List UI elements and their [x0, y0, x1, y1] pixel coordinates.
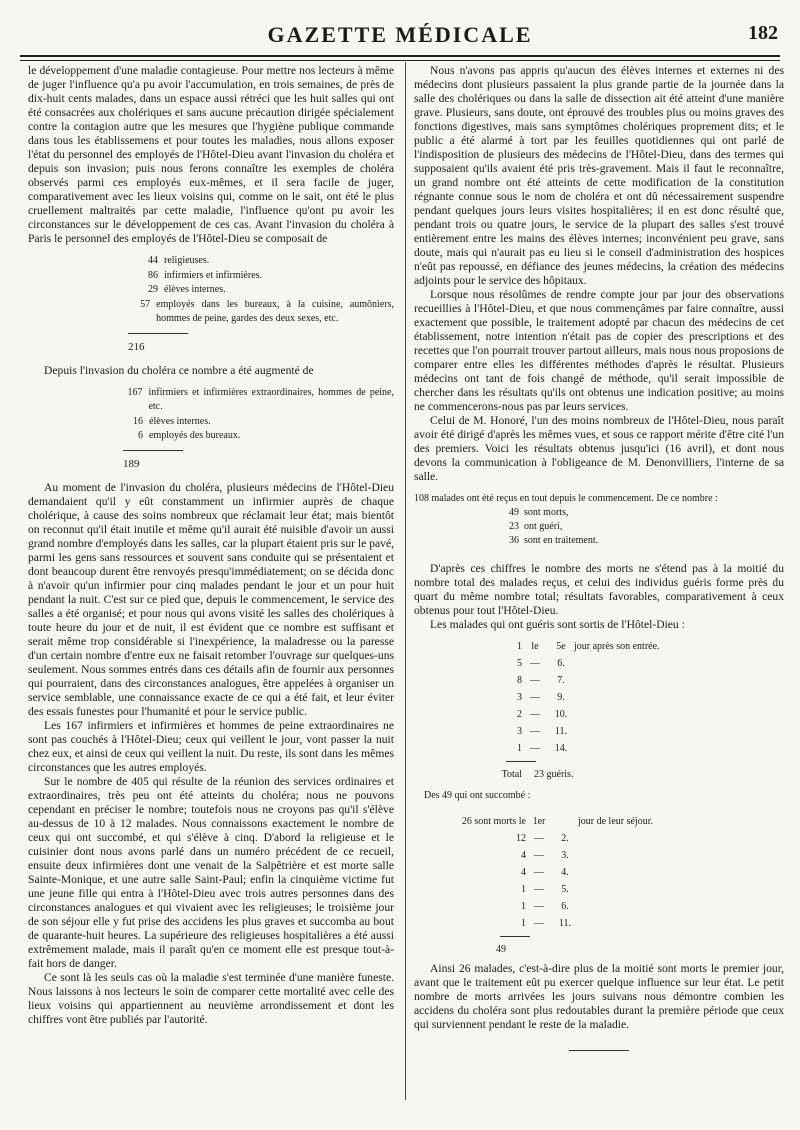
table-row: 26 sont morts le 1er jour de leur séjour.: [461, 816, 653, 827]
table-row: 3 — 11.: [517, 726, 568, 737]
total-rule: [123, 450, 183, 451]
summary-row: 23 ont guéri,: [509, 521, 563, 532]
paragraph: Les malades qui ont guéris sont sortis de l'Hôtel-Dieu :: [430, 618, 685, 631]
staff-added-list: [123, 386, 394, 444]
list-item: 57 employés dans les bureaux, à la cuisine, aumôniers, hommes de peine, gardes des deux sexes, etc.: [140, 298, 394, 324]
deaths-total-row: 49: [496, 944, 506, 955]
admissions-summary: [414, 492, 784, 548]
journal-title: GAZETTE MÉDICALE: [267, 22, 533, 47]
table-row: 1 — 11.: [521, 918, 572, 929]
paragraph: Ce sont là les seuls cas où la maladie s'est terminée d'une manière funeste. Nous laissons à nos lecteurs le soin de comparer cette mortalité avec celle des lieux voisins qui appartiennent au neuvième arrondissement et dont les chiffres vont être publiés par l'autorité.: [28, 970, 394, 1026]
table-row: 8 — 7.: [517, 675, 565, 686]
list-item: 167 infirmiers et infirmières extraordinaires, hommes de peine, etc.: [127, 386, 394, 412]
staff-added-total: 189: [123, 450, 394, 471]
table-row: 12 — 2.: [516, 833, 569, 844]
list-item: 29 élèves internes.: [148, 284, 226, 295]
table-row: 1 — 14.: [517, 743, 568, 754]
table-row: 3 — 9.: [517, 692, 565, 703]
summary-intro: 108 malades ont été reçus en tout depuis le commencement. De ce nombre :: [414, 493, 718, 504]
paragraph: Au moment de l'invasion du choléra, plusieurs médecins de l'Hôtel-Dieu demandaient qu'il y eût constamment un infirmier auprès de chaque cholérique, à cause des soins nombreux que réclamait leur état; mais bientôt on reconnut qu'il était inutile et même qu'il aurait été nuisible d'avoir un aussi grand nombre d'employés dans les salles, car la plupart étaient pris sur le pavé, parmi les gens sans ressources et souvent sans conduite qui se présentaient et dont beaucoup durent être renvoyés presqu'immédiatement; on se décida donc à n'avoir qu'un infirmier pour cinq malades pendant le jour et un pour huit pendant la nuit. C'est sur ce pied que, depuis le commencement, le service des salles a été organisé; et pour nous qui avons visité les salles des cholériques à toute heure du jour et de nuit, il est évident que ce nombre est suffisant et serait même trop considérable si l'inexpérience, la maladresse ou la paresse d'un certain nombre d'entre eux ne faisait retomber l'ouvrage sur quelques-uns seulement. Nous sommes entrés dans ces détails afin de fournir aux personnes qui pourraient, dans des circonstances analogues, être appelées à organiser un service semblable, une connaissance exacte de ce qui a été fait, et leur éviter des essais funestes pour l'humanité et pour le service public.: [28, 480, 394, 718]
list-item: 6 employés des bureaux.: [138, 430, 241, 441]
paragraph: Des 49 qui ont succombé :: [424, 790, 531, 801]
page-number: 182: [748, 22, 778, 44]
end-rule: [569, 1050, 629, 1051]
paragraph: Nous n'avons pas appris qu'aucun des élèves internes et externes ni des médecins dont plusieurs passaient la plus grande partie de la journée dans la salle des cholériques ou dans la salle de dissection ait été atteint d'une manière grave. Plusieurs, sans doute, ont éprouvé des troubles plus ou moins graves des fonctions digestives, mais sans symptômes cholériques proprement dits; et le public a été alarmé à tort par les feuilles quotidiennes qui ont parlé de l'indisposition de plusieurs des médecins de l'Hôtel-Dieu, dans des termes qui supposaient qu'ils avaient été pris très-gravement. Mais il faut le reconnaître, un grand nombre ont été atteints de cette modification de la constitution régnante connue sous le nom de choléra et ont dû nécessairement suspendre pendant quelques jours leurs visites hospitalières; il en est donc résulté que, pendant trois ou quatre jours, le service de la plupart des salles s'est trouvé entièrement entre les mains des élèves internes; inconvénient peu grave, sans doute, mais qui n'aurait pas eu lieu si le conseil d'administration des hospices n'eût pas repoussé, en défiance des jeunes médecins, la création des médecins adjoints pour le service des hôpitaux.: [414, 64, 784, 287]
staff-before-total: 216: [128, 333, 394, 354]
table-row: 2 — 10.: [517, 709, 568, 720]
paragraph: Depuis l'invasion du choléra ce nombre a été augmenté de: [44, 363, 314, 377]
left-column: [28, 64, 394, 1027]
paragraph: Celui de M. Honoré, l'un des moins nombreux de l'Hôtel-Dieu, nous paraît avoir été dirigé d'après les mêmes vues, et sous ce rapport mérite d'être cité l'un des premiers. Voici les résultats obtenus jusqu'ici (16 avril), et dont nous devons la communication à l'obligeance de M. Denonvilliers, l'interne de sa salle.: [414, 414, 784, 483]
table-row: 5 — 6.: [517, 658, 565, 669]
total-rule: [506, 761, 536, 762]
right-column: [414, 64, 784, 1051]
table-row: 1 — 5.: [521, 884, 569, 895]
table-row: 4 — 3.: [521, 850, 569, 861]
page-header: [20, 18, 780, 56]
column-divider: [405, 62, 406, 1100]
paragraph: Les 167 infirmiers et infirmières et hommes de peine extraordinaires ne sont pas couchés à l'Hôtel-Dieu; ceux qui veillent le jour, vont passer la nuit chez eux, et ainsi de ceux qui veillent la nuit. Du reste, ils sont dans les mêmes circonstances que les autres employés.: [28, 718, 394, 774]
header-rule: [20, 55, 780, 61]
paragraph: le développement d'une maladie contagieuse. Pour mettre nos lecteurs à même de juger l'influence qu'a pu avoir l'accumulation, en trois semaines, de près de dix-huit cents malades, dans un espace aussi rétréci que les huit salles qui ont été consacrées aux cholériques et sans aucune précaution dirigée spécialement contre la contagion autre que les mesures que l'hygiène publique commande dans tous les établissemens et pour toutes les maladies, nous allons exposer l'état du personnel des employés de l'Hôtel-Dieu avant l'invasion du choléra et depuis son invasion; puis nous ferons connaître les exemples de choléra observés parmi ces employés eux-mêmes, et il sera facile de juger, comparativement avec les lieux voisins qui, comme on le sait, ont été le plus cruellement maltraités par cette maladie, l'influence qu'ont pu avoir les circonstances sur le développement de ces cas. Avant l'invasion du choléra à Paris le personnel des employés de l'Hôtel-Dieu se composait de: [28, 64, 394, 245]
summary-row: 36 sont en traitement.: [509, 535, 599, 546]
paragraph: D'après ces chiffres le nombre des morts ne s'étend pas à la moitié du nombre total des malades reçus, et celui des individus guéris forme près du quart du même nombre total; résultats favorables, comparativement à ceux obtenus pour tout l'Hôtel-Dieu.: [414, 562, 784, 617]
paragraph: Lorsque nous résolûmes de rendre compte jour par jour des observations recueillies à l'Hôtel-Dieu, et que nous commençâmes par faire connaître, aussi exactement que possible, le traitement adopté par chacun des médecins de cet établissement, notre intention n'était pas de copier des prescriptions et des recettes que l'on pourrait trouver partout ailleurs, mais nous nous proposions de comparer entre elles les différentes méthodes d'après le résultat. Plusieurs médecins ont tant de fois changé de méthode, qu'il serait impossible de chercher dans les résultats qu'ils ont obtenus une indication positive; au moins ne commencerons-nous pas par leurs services.: [414, 288, 784, 413]
summary-row: 49 sont morts,: [509, 507, 569, 518]
table-row: 4 — 4.: [521, 867, 569, 878]
total-rule: [128, 333, 188, 334]
paragraph: Ainsi 26 malades, c'est-à-dire plus de la moitié sont morts le premier jour, avant que le traitement eût pu exercer quelque influence sur leur état. Le petit nombre de morts arrivées les jours suivans nous démontre combien les accidens du choléra sont plus redoutables durant la première période que ceux qui surviennent pendant le reste de la maladie.: [414, 962, 784, 1031]
staff-before-list: [138, 254, 394, 327]
table-row: 1 le 5e jour après son entrée.: [517, 641, 660, 652]
list-item: 44 religieuses.: [148, 255, 210, 266]
total-rule: [500, 936, 530, 937]
list-item: 16 élèves internes.: [133, 415, 211, 427]
cured-total-row: Total 23 guéris.: [501, 769, 574, 780]
deaths-table: [414, 813, 784, 958]
list-item: 86 infirmiers et infirmières.: [148, 269, 263, 281]
cured-table: [414, 638, 784, 783]
paragraph: Sur le nombre de 405 qui résulte de la réunion des services ordinaires et extraordinaires, très peu ont été atteints du choléra; nous ne pouvons cependant en préciser le nombre; toutefois nous ne croyons pas qu'il s'élève au-dessus de 10 à 12 malades. Nous connaissons exactement le nombre de ceux qui ont succombé, et qui s'élève à cinq. D'abord la religieuse et le cuisinier dont nous avons parlé dans un numéro précédent de ce recueil, ensuite deux infirmières dont une venait de la Salpêtrière et est morte salle Sainte-Monique, et une autre salle Saint-Paul; enfin la cinquième victime fut une jeune fille qui entra à l'Hôtel-Dieu avec trois autres personnes dans des circonstances analogues et qui vivaient avec les religieuses; le troisième jour de son séjour elle y fut prise des accidens les plus graves et succomba au bout de quarante-huit heures. La supérieure des religieuses hospitalières a été aussi extrêmement malade, mais il paraît qu'en ce moment elle est presque tout-à-fait hors de danger.: [28, 774, 394, 970]
table-row: 1 — 6.: [521, 901, 569, 912]
